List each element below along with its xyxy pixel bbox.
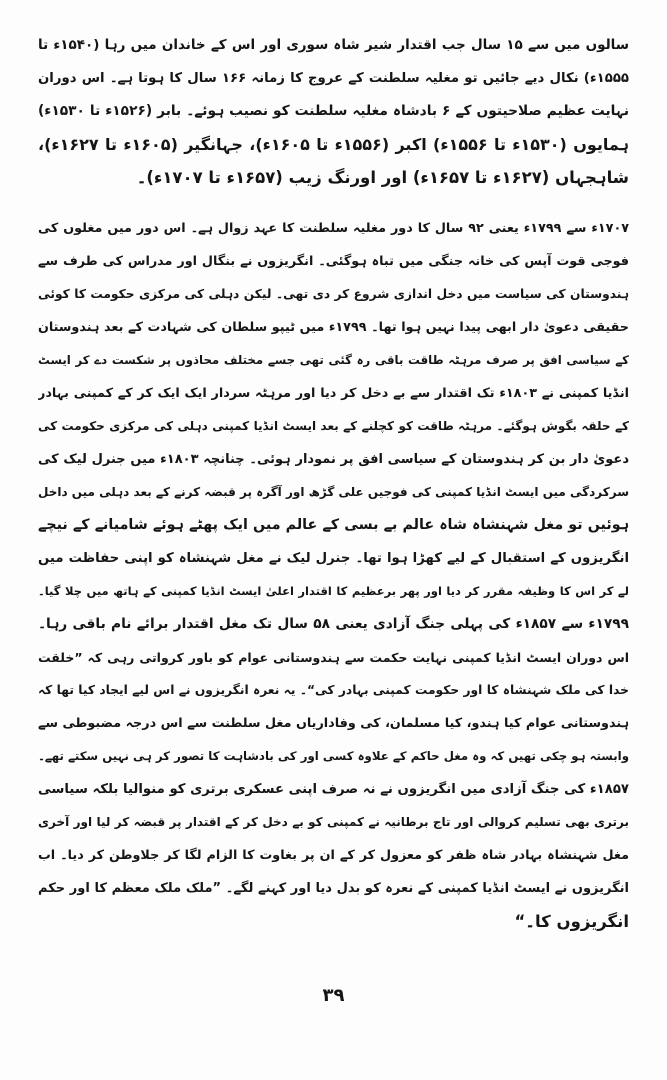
text-line: سالوں میں سے ۱۵ سال جب اقتدار شیر شاہ سوری اور اس کے خاندان میں رہا (۱۵۴۰ء تا (38, 37, 629, 53)
text-line: ۱۵۵۵ء) نکال دیے جائیں تو مغلیہ سلطنت کے عروج کا زمانہ ۱۶۶ سال کا ہوتا ہے۔ اس دوران (38, 71, 629, 86)
text-line: سرکردگی میں ایسٹ انڈیا کمپنی کی فوجیں علی گڑھ اور آگرہ پر قبضہ کرنے کے بعد دہلی میں داخل (38, 485, 629, 499)
text-line: وابستہ ہو چکی تھیں کہ وہ مغل حاکم کے علاوہ کسی اور کی بادشاہت کا تصور کر ہی نہیں سکتے تھے۔ (38, 749, 629, 763)
text-line: خدا کی ملک شہنشاہ کا اور حکومت کمپنی بہادر کی“۔ یہ نعرہ انگریزوں نے اس لیے ایجاد کیا تھا کہ (38, 683, 629, 697)
text-line: انگریزوں کا۔“ (514, 912, 629, 931)
text-line: دعویٰ دار بن کر ہندوستان کے سیاسی افق پر نمودار ہوئی۔ چنانچہ ۱۸۰۳ء میں جنرل لیک کی (38, 452, 629, 467)
text-line: لے کر اس کا وظیفہ مقرر کر دیا اور پھر برعظیم کا اقتدار اعلیٰ ایسٹ انڈیا کمپنی کے ہاتھ میں چلا گیا۔ (38, 584, 629, 598)
text-line: اس دوران ایسٹ انڈیا کمپنی نہایت حکمت سے ہندوستانی عوام کو باور کرواتی رہی کہ ”خلقت (38, 650, 629, 665)
text-line: حقیقی دعویٰ دار ابھی پیدا نہیں ہوا تھا۔ ۱۷۹۹ء میں ٹیپو سلطان کی شہادت کے بعد ہندوستان (38, 320, 629, 335)
text-line: کے حلقہ بگوش ہوگئے۔ مرہٹہ طاقت کو کچلنے کے بعد ایسٹ انڈیا کمپنی دہلی کی مرکزی حکومت کی (38, 419, 629, 433)
text-line: نہایت عظیم صلاحیتوں کے ۶ بادشاہ مغلیہ سلطنت کو نصیب ہوئے۔ بابر (۱۵۲۶ء تا ۱۵۳۰ء) (38, 103, 629, 119)
text-line: مغل شہنشاہ بہادر شاہ ظفر کو معزول کر کے ان پر بغاوت کا الزام لگا کر جلاوطن کر دیا۔ اب (38, 848, 629, 863)
text-line: انڈیا کمپنی نے ۱۸۰۳ء تک اقتدار سے بے دخل کر دیا اور مرہٹہ سردار ایک ایک کر کے کمپنی بہادر (38, 386, 629, 401)
page-number: ۳۹ (322, 985, 345, 1006)
text-line: شاہجہاں (۱۶۲۷ء تا ۱۶۵۷ء) اور اورنگ زیب (۱۶۵۷ء تا ۱۷۰۷ء)۔ (136, 168, 629, 187)
text-line: انگریزوں نے ایسٹ انڈیا کمپنی کے نعرہ کو بدل دیا اور کہنے لگے۔ ”ملک ملک معظم کا اور حکم (38, 881, 629, 896)
text-line: کے سیاسی افق پر صرف مرہٹہ طاقت باقی رہ گئی تھی جسے مختلف محاذوں پر شکست دے کر ایسٹ (38, 353, 629, 367)
text-line: ۱۸۵۷ء کی جنگ آزادی میں انگریزوں نے نہ صرف اپنی عسکری برتری کو منوالیا بلکہ سیاسی (38, 782, 629, 797)
text-line: برتری بھی تسلیم کروالی اور تاج برطانیہ نے کمپنی کو بے دخل کر کے اقتدار پر قبضہ کر لیا اور آخری (38, 815, 629, 829)
text-line: فوجی قوت آپس کی خانہ جنگی میں تباہ ہوگئی۔ انگریزوں نے بنگال اور مدراس کی طرف سے (38, 254, 629, 269)
text-line: ۱۷۹۹ء سے ۱۸۵۷ء کی پہلی جنگ آزادی یعنی ۵۸ سال تک مغل اقتدار برائے نام باقی رہا۔ (38, 616, 629, 632)
text-line: ہندوستان کی سیاست میں دخل اندازی شروع کر دی تھی۔ لیکن دہلی کی مرکزی حکومت کا کوئی (38, 287, 629, 301)
text-line: ہمایوں (۱۵۳۰ء تا ۱۵۵۶ء) اکبر (۱۵۵۶ء تا ۱۶۰۵ء)، جہانگیر (۱۶۰۵ء تا ۱۶۲۷ء)، (38, 135, 629, 154)
text-line: ہوئیں تو مغل شہنشاہ شاہ عالم بے بسی کے عالم میں ایک پھٹے ہوئے شامیانے کے نیچے (38, 517, 629, 533)
text-line: ۱۷۰۷ء سے ۱۷۹۹ء یعنی ۹۲ سال کا دور مغلیہ سلطنت کا عہد زوال ہے۔ اس دور میں مغلوں کی (38, 221, 629, 236)
text-line: ہندوستانی عوام کیا ہندو، کیا مسلمان، کی وفاداریاں مغل سلطنت سے اس درجہ مضبوطی سے (38, 716, 629, 731)
paragraph-mughal-decline (38, 212, 629, 938)
text-line: انگریزوں کے استقبال کے لیے کھڑا ہوا تھا۔ جنرل لیک نے مغل شہنشاہ کو اپنی حفاظت میں (38, 551, 629, 566)
paragraph-mughal-rise (38, 29, 629, 194)
